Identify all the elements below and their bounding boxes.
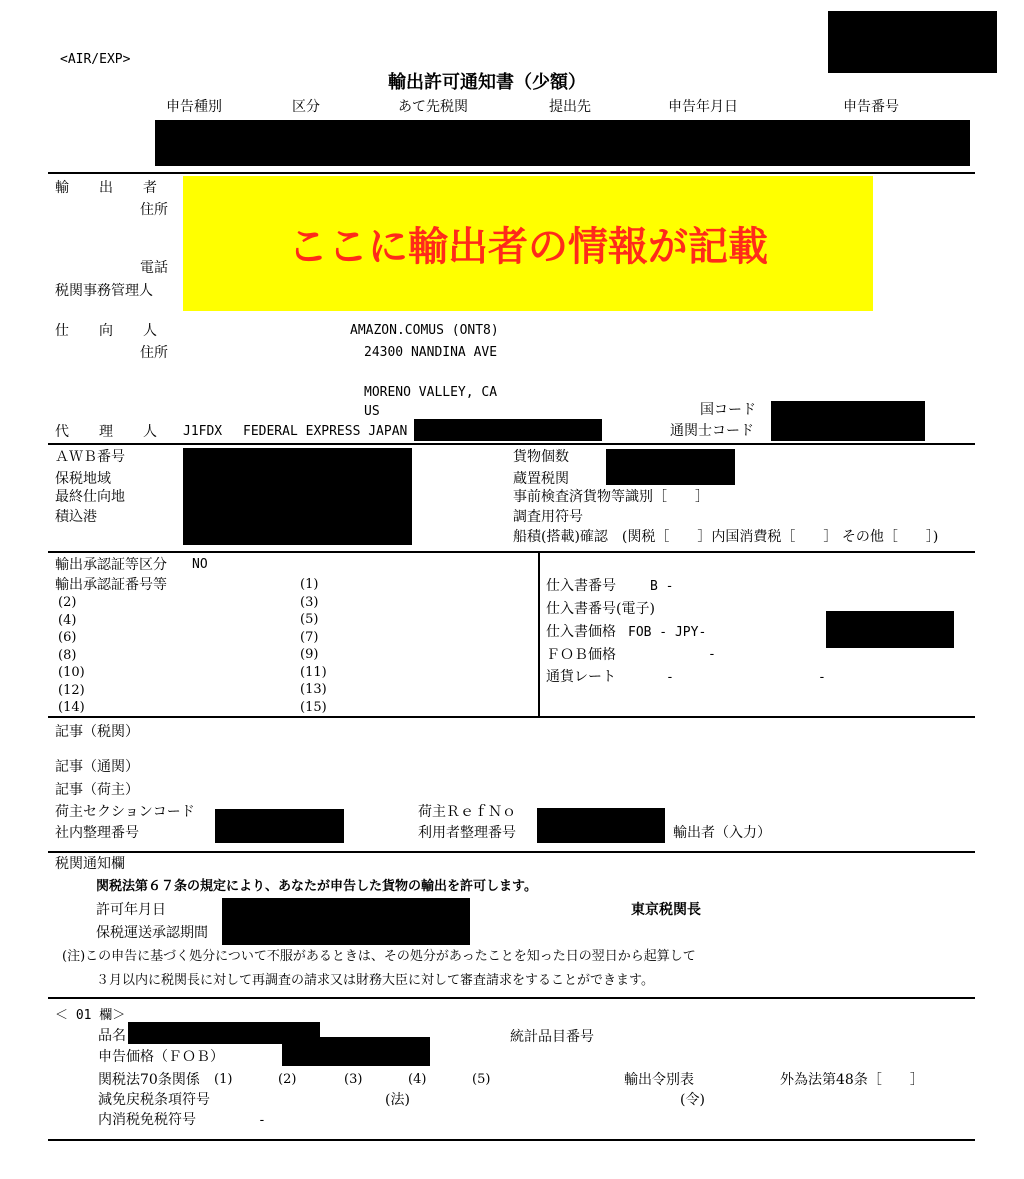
divider: [48, 997, 975, 999]
storage-customs-label: 蔵置税関: [513, 471, 569, 487]
divider-vertical: [538, 552, 540, 717]
invoice-no-value: B -: [650, 579, 674, 594]
redacted-ref-no: [537, 808, 665, 843]
fob-price-label: ＦＯＢ価格: [546, 647, 616, 663]
consignee-label: 仕 向 人: [55, 323, 165, 339]
note-customs-label: 記事（税関）: [55, 724, 139, 740]
excise-value: -: [258, 1113, 266, 1128]
customs-notice-heading: 税関通知欄: [55, 856, 125, 872]
exchange-rate-label: 通貨レート: [546, 669, 616, 685]
exporter-input-label: 輸出者（入力）: [673, 825, 771, 841]
order-label: (令): [680, 1092, 705, 1108]
invoice-price-value: FOB - JPY-: [628, 625, 707, 640]
bonded-area-label: 保税地域: [55, 471, 111, 487]
column-declaration-number: 申告番号: [843, 99, 899, 115]
approval-number-slot: (14): [58, 700, 85, 715]
approval-category-value: NO: [192, 557, 208, 572]
loading-confirm-label: 船積(搭載)確認 (関税［ ］内国消費税［ ］ その他［ ］): [513, 529, 939, 545]
art70-number-slot: (3): [344, 1072, 363, 1087]
divider: [48, 851, 975, 853]
column-category: 区分: [292, 99, 320, 115]
exporter-address-label: 住所: [140, 202, 168, 218]
appeal-notice-line2: ３月以内に税関長に対して再調査の請求又は財務大臣に対して審査請求をすることができます。: [96, 973, 654, 988]
column-destination-customs: あて先税関: [398, 99, 468, 115]
declared-price-label: 申告価格（ＦＯＢ）: [98, 1049, 224, 1065]
excise-label: 内消税免税符号: [98, 1112, 196, 1128]
consignee-address2: MORENO VALLEY, CA: [364, 385, 498, 400]
approval-number-slot: (10): [58, 665, 85, 680]
redacted-country-code: [771, 401, 925, 441]
approval-number-slot: (8): [58, 647, 77, 663]
internal-number-label: 社内整理番号: [55, 825, 139, 841]
note-clearance-label: 記事（通関）: [55, 759, 139, 775]
agent-code: J1FDX: [183, 424, 223, 439]
redacted-block-top-right: [828, 11, 997, 73]
pre-inspection-label: 事前検査済貨物等識別［ ］: [513, 489, 709, 505]
item-name-label: 品名: [98, 1028, 126, 1044]
approval-number-slot: (1): [300, 577, 319, 592]
art70-label: 関税法70条関係: [98, 1072, 200, 1088]
approval-number-slot: (3): [300, 594, 319, 610]
customs-manager-label: 税関事務管理人: [55, 283, 153, 299]
exchange-rate-value-2: -: [818, 670, 826, 685]
fx-law-label: 外為法第48条［ ］: [780, 1072, 924, 1088]
divider: [48, 443, 975, 445]
redacted-permit-date: [222, 898, 470, 945]
agent-name: FEDERAL EXPRESS JAPAN: [243, 424, 408, 439]
invoice-price-label: 仕入書価格: [546, 624, 616, 640]
divider: [48, 172, 975, 174]
divider: [48, 551, 975, 553]
art70-number-slot: (1): [214, 1072, 233, 1087]
column-declaration-type: 申告種別: [166, 99, 222, 115]
redacted-section-code: [215, 809, 344, 843]
tax-refund-label: 減免戻税条項符号: [98, 1092, 210, 1108]
consignee-country: US: [364, 404, 380, 419]
exporter-label: 輸 出 者: [55, 180, 165, 196]
exporter-phone-label: 電話: [140, 260, 168, 276]
art70-number-slot: (4): [408, 1072, 427, 1087]
invoice-no-electronic-label: 仕入書番号(電子): [546, 601, 655, 617]
redacted-awb-values: [183, 448, 412, 545]
approval-number-slot: (12): [58, 682, 85, 698]
divider: [48, 1139, 975, 1141]
exporter-info-overlay: [183, 176, 873, 311]
column-declaration-date: 申告年月日: [668, 99, 738, 115]
note-shipper-label: 記事（荷主）: [55, 782, 139, 798]
document-tag: <AIR/EXP>: [60, 52, 131, 67]
customs-authority: 東京税関長: [631, 902, 701, 918]
loading-port-label: 積込港: [55, 509, 97, 525]
shipper-section-code-label: 荷主セクションコード: [55, 804, 195, 820]
consignee-address1: 24300 NANDINA AVE: [364, 345, 498, 360]
appeal-notice-line1: (注)この申告に基づく処分について不服があるときは、その処分があったことを知った日の翌日から起算して: [62, 949, 696, 964]
consignee-address-label: 住所: [140, 345, 168, 361]
consignee-name: AMAZON.COMUS (ONT8): [350, 323, 499, 338]
approval-number-slot: (11): [300, 664, 327, 680]
approval-number-slot: (15): [300, 699, 327, 715]
shipper-ref-no-label: 荷主ＲｅｆＮｏ: [418, 804, 516, 820]
transport-period-label: 保税運送承認期間: [96, 925, 208, 941]
awb-label: ＡＷＢ番号: [55, 449, 125, 465]
art70-number-slot: (2): [278, 1072, 297, 1087]
approval-number-slot: (5): [300, 612, 319, 627]
redacted-invoice-price: [826, 611, 954, 648]
redacted-pieces: [606, 449, 735, 485]
art70-number-slot: (5): [472, 1072, 491, 1087]
country-code-label: 国コード: [700, 402, 756, 418]
approval-number-slot: (7): [300, 629, 319, 645]
redacted-agent-detail: [414, 419, 602, 441]
survey-code-label: 調査用符号: [513, 509, 583, 525]
export-order-label: 輸出令別表: [624, 1072, 694, 1088]
final-destination-label: 最終仕向地: [55, 489, 125, 505]
document-title: 輸出許可通知書（少額）: [388, 72, 586, 93]
user-number-label: 利用者整理番号: [418, 825, 516, 841]
exchange-rate-value-1: -: [666, 670, 674, 685]
permit-text: 関税法第６７条の規定により、あなたが申告した貨物の輸出を許可します。: [96, 879, 537, 894]
approval-number-slot: (4): [58, 612, 77, 628]
broker-code-label: 通関士コード: [670, 423, 754, 439]
redacted-declared-price: [282, 1037, 430, 1066]
redacted-header-values: [155, 120, 970, 166]
approval-number-label: 輸出承認証番号等: [55, 577, 167, 593]
approval-number-slot: (6): [58, 630, 77, 645]
divider: [48, 716, 975, 718]
pieces-label: 貨物個数: [513, 449, 569, 465]
approval-number-slot: (9): [300, 647, 319, 662]
approval-number-slot: (13): [300, 682, 327, 697]
overlay-note: ここに輸出者の情報が記載: [288, 224, 768, 270]
fob-price-value: -: [708, 647, 716, 662]
stat-code-label: 統計品目番号: [510, 1029, 594, 1045]
invoice-no-label: 仕入書番号: [546, 578, 616, 594]
approval-category-label: 輸出承認証等区分: [55, 557, 167, 573]
law-label: (法): [385, 1092, 410, 1108]
item-column-label: ＜ 01 欄＞: [55, 1008, 126, 1023]
permit-date-label: 許可年月日: [96, 902, 166, 918]
column-submit-to: 提出先: [549, 99, 591, 115]
agent-label: 代 理 人: [55, 424, 165, 440]
approval-number-slot: (2): [58, 595, 77, 610]
